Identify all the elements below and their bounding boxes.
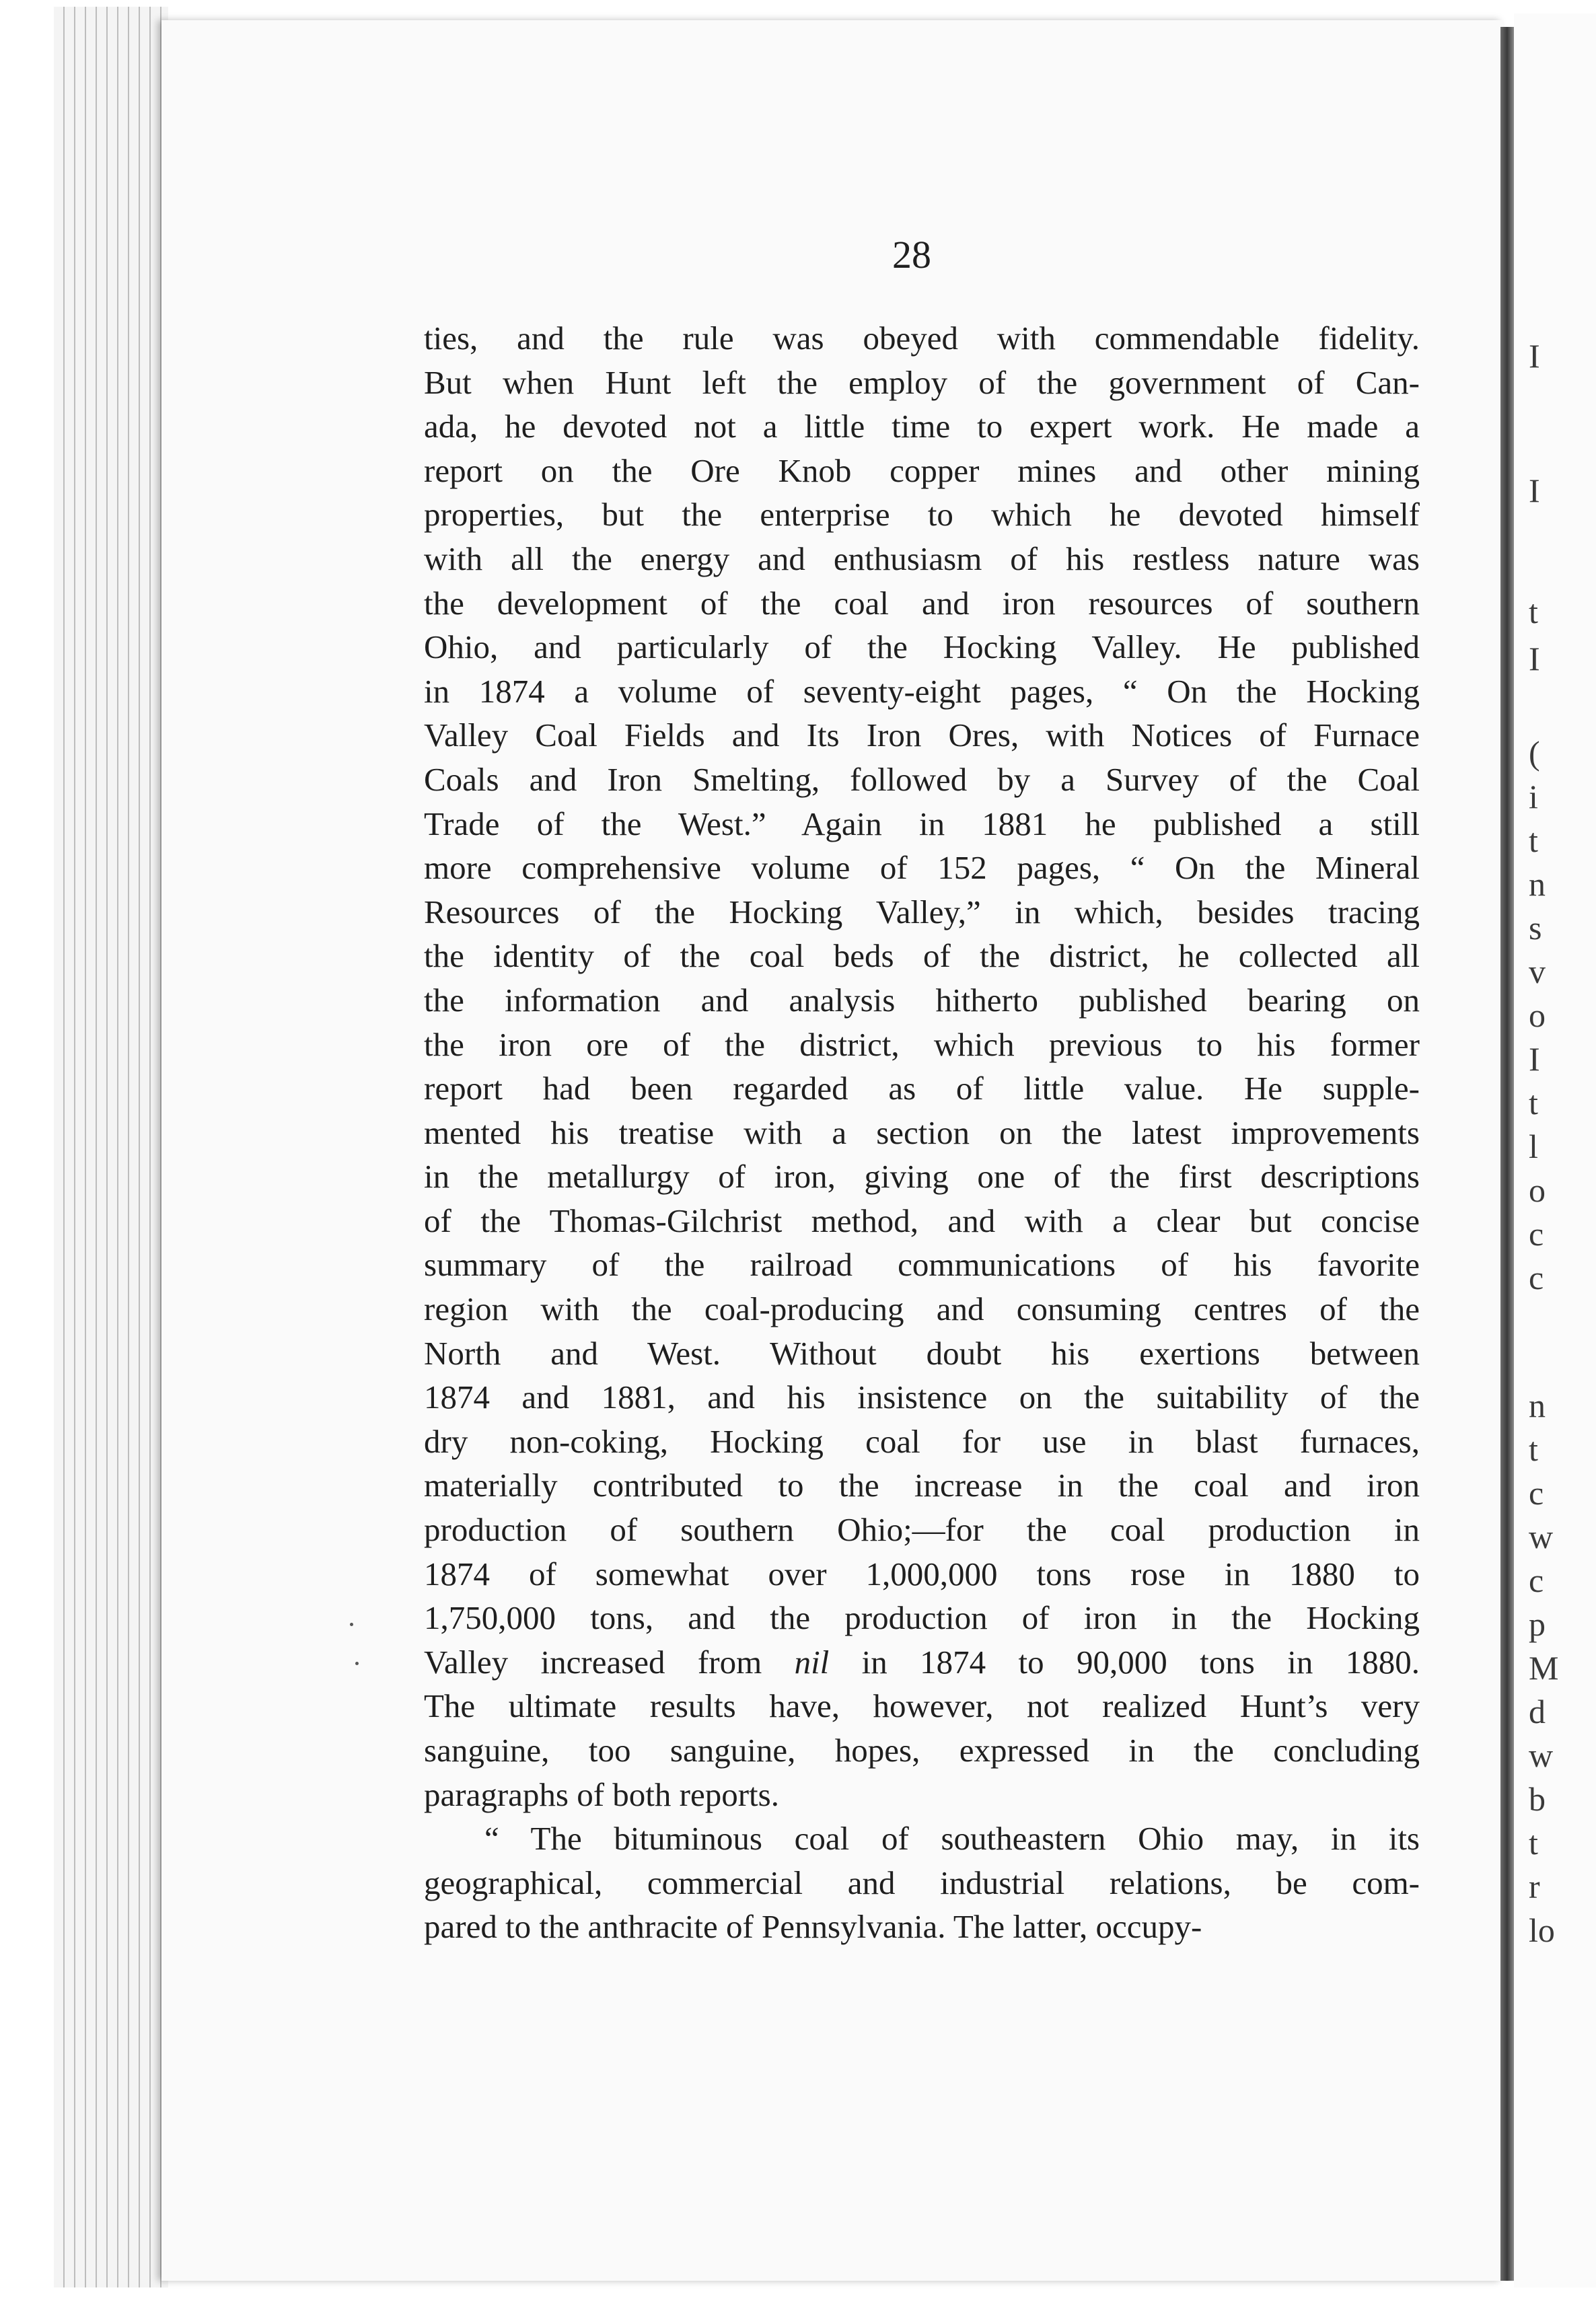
facing-page-fragment: lo (1529, 1911, 1555, 1949)
text-line: 1874 and 1881, and his insistence on the suitability of the (424, 1379, 1420, 1416)
facing-page-fragment: I (1529, 1040, 1540, 1078)
text-line: Valley increased from nil in 1874 to 90,000 tons in 1880. (424, 1643, 1420, 1681)
facing-page-fragment: t (1529, 1824, 1538, 1862)
facing-page-fragment: M (1529, 1649, 1559, 1687)
facing-page-fragment: p (1529, 1605, 1546, 1643)
text-line: Trade of the West.” Again in 1881 he published a still (424, 805, 1420, 842)
facing-page-fragment: I (1529, 337, 1540, 375)
speck (350, 1623, 353, 1626)
text-line: sanguine, too sanguine, hopes, expressed in the concluding (424, 1732, 1420, 1769)
text-line: the development of the coal and iron resources of southern (424, 584, 1420, 622)
text-line: But when Hunt left the employ of the government of Can- (424, 363, 1420, 401)
text-line: in the metallurgy of iron, giving one of the first descriptions (424, 1158, 1420, 1196)
text-line: summary of the railroad communications of his favorite (424, 1246, 1420, 1284)
text-line: mented his treatise with a section on the latest improvements (424, 1113, 1420, 1151)
page-stack-edges (54, 7, 168, 2287)
text-line: report had been regarded as of little value. He supple- (424, 1070, 1420, 1107)
facing-page-fragment: t (1529, 1084, 1538, 1122)
text-line: materially contributed to the increase in the coal and iron (424, 1467, 1420, 1504)
text-line: ada, he devoted not a little time to expert work. He made a (424, 408, 1420, 445)
facing-page-fragment: d (1529, 1693, 1546, 1730)
facing-page-fragment: ( (1529, 734, 1540, 772)
facing-page-fragment: o (1529, 996, 1546, 1034)
facing-page-fragment: t (1529, 593, 1538, 630)
text-line: “ The bituminous coal of southeastern Ohio may, in its (484, 1820, 1420, 1858)
facing-page-fragment: r (1529, 1868, 1540, 1905)
text-line: North and West. Without doubt his exertions between (424, 1334, 1420, 1372)
speck (355, 1662, 359, 1665)
text-line: 1,750,000 tons, and the production of iron in the Hocking (424, 1599, 1420, 1637)
facing-page-fragment: c (1529, 1474, 1544, 1512)
facing-page-fragment: i (1529, 778, 1538, 815)
text-line: Resources of the Hocking Valley,” in which, besides tracing (424, 893, 1420, 930)
facing-page-fragment: I (1529, 640, 1540, 677)
text-line: Valley Coal Fields and Its Iron Ores, with Notices of Furnace (424, 717, 1420, 754)
facing-page-fragment: n (1529, 865, 1546, 903)
text-line: 1874 of somewhat over 1,000,000 tons rose in 1880 to (424, 1555, 1420, 1592)
facing-page-edge (1514, 13, 1596, 2287)
facing-page-fragment: c (1529, 1259, 1544, 1296)
facing-page-fragment: s (1529, 909, 1542, 947)
text-line: pared to the anthracite of Pennsylvania. The latter, occupy- (424, 1908, 1202, 1946)
facing-page-fragment: c (1529, 1562, 1544, 1599)
text-line: more comprehensive volume of 152 pages, “ On the Mineral (424, 849, 1420, 887)
text-line: of the Thomas-Gilchrist method, and with a clear but concise (424, 1202, 1420, 1239)
facing-page-fragment: l (1529, 1128, 1538, 1165)
text-line: properties, but the enterprise to which he devoted himself (424, 496, 1420, 534)
text-line: region with the coal-producing and consuming centres of the (424, 1290, 1420, 1328)
facing-page-fragment: b (1529, 1780, 1546, 1818)
text-line: the identity of the coal beds of the district, he collected all (424, 937, 1420, 975)
page-number: 28 (892, 233, 931, 277)
facing-page-fragment: I (1529, 472, 1540, 509)
text-line: dry non-coking, Hocking coal for use in blast furnaces, (424, 1422, 1420, 1460)
text-line: the iron ore of the district, which previous to his former (424, 1025, 1420, 1063)
text-line: the information and analysis hitherto published bearing on (424, 981, 1420, 1019)
text-line: ties, and the rule was obeyed with commendable fidelity. (424, 320, 1420, 357)
body-text (424, 316, 1420, 1949)
facing-page-fragment: c (1529, 1215, 1544, 1253)
text-line: in 1874 a volume of seventy-eight pages, “ On the Hocking (424, 672, 1420, 710)
text-line: report on the Ore Knob copper mines and other mining (424, 451, 1420, 489)
facing-page-fragment: t (1529, 1430, 1538, 1468)
book-gutter (1500, 27, 1514, 2281)
text-line: The ultimate results have, however, not realized Hunt’s very (424, 1687, 1420, 1725)
text-line: Ohio, and particularly of the Hocking Valley. He published (424, 628, 1420, 666)
facing-page-fragment: w (1529, 1518, 1554, 1555)
text-line: with all the energy and enthusiasm of his restless nature was (424, 540, 1420, 577)
facing-page-fragment: w (1529, 1736, 1554, 1774)
facing-page-fragment: n (1529, 1387, 1546, 1424)
text-line: paragraphs of both reports. (424, 1775, 779, 1813)
facing-page-fragment: v (1529, 953, 1546, 990)
text-line: Coals and Iron Smelting, followed by a Survey of the Coal (424, 760, 1420, 798)
facing-page-fragment: t (1529, 821, 1538, 859)
facing-page-fragment: o (1529, 1171, 1546, 1209)
text-line: geographical, commercial and industrial relations, be com- (424, 1864, 1420, 1901)
text-line: production of southern Ohio;—for the coal production in (424, 1511, 1420, 1549)
